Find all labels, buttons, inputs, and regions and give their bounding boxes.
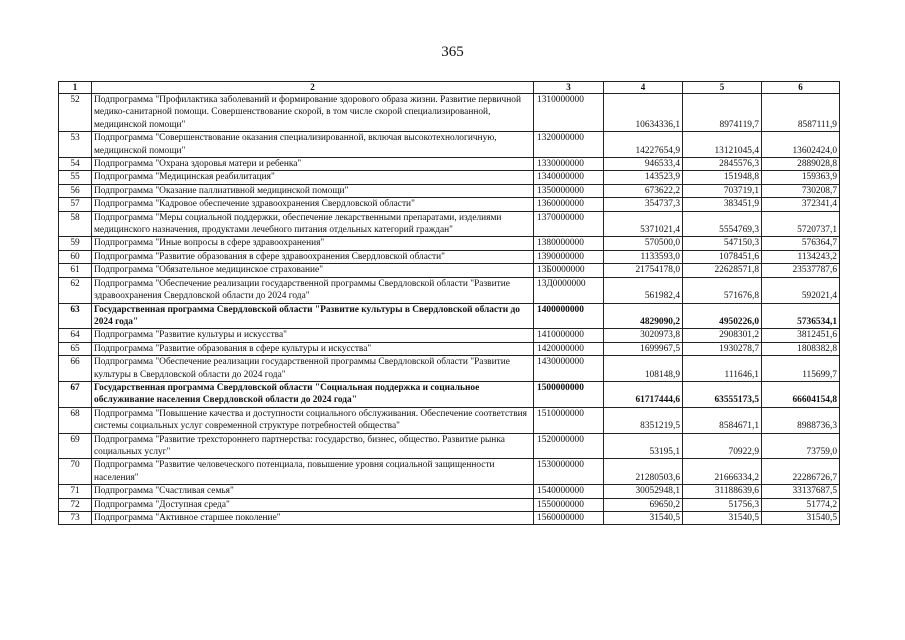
row-value-6: 730208,7 xyxy=(762,184,840,197)
row-value-6: 51774,2 xyxy=(762,498,840,511)
row-value-5: 383451,9 xyxy=(683,198,762,211)
row-value-4: 10634336,1 xyxy=(604,94,683,132)
row-number: 73 xyxy=(59,512,92,525)
table-row xyxy=(59,381,840,407)
row-number: 61 xyxy=(59,264,92,277)
budget-table xyxy=(58,81,840,525)
row-value-6: 576364,7 xyxy=(762,237,840,250)
column-header: 5 xyxy=(683,82,762,94)
row-name: Подпрограмма "Развитие человеческого потенциала, повышение уровня социальной защищенности населения" xyxy=(92,459,534,485)
row-number: 54 xyxy=(59,158,92,171)
row-name: Подпрограмма "Кадровое обеспечение здравоохранения Свердловской области" xyxy=(92,198,534,211)
column-header: 3 xyxy=(534,82,604,94)
table-body xyxy=(59,94,840,525)
row-code: 1510000000 xyxy=(534,407,604,433)
row-value-6: 33137687,5 xyxy=(762,485,840,498)
table-row xyxy=(59,433,840,459)
row-number: 62 xyxy=(59,277,92,303)
row-name: Подпрограмма "Обеспечение реализации государственной программы Свердловской области "Развитие культуры в Свердловской области до 2024 года" xyxy=(92,356,534,382)
row-name: Подпрограмма "Развитие образования в сфере здравоохранения Свердловской области" xyxy=(92,250,534,263)
row-value-5: 2908301,2 xyxy=(683,329,762,342)
row-name: Подпрограмма "Развитие трехстороннего партнерства: государство, бизнес, общество. Развитие рынка социальных услуг" xyxy=(92,433,534,459)
row-name: Подпрограмма "Обеспечение реализации государственной программы Свердловской области "Развитие здравоохранения Свердловской области до 2024 года" xyxy=(92,277,534,303)
row-name: Подпрограмма "Профилактика заболеваний и формирование здорового образа жизни. Развитие первичной медико-санитарной помощи. Совершенствование скорой, в том числе скорой специализированной, медицинской помощи" xyxy=(92,94,534,132)
row-code: 1420000000 xyxy=(534,342,604,355)
row-value-6: 8587111,9 xyxy=(762,94,840,132)
row-value-5: 51756,3 xyxy=(683,498,762,511)
row-number: 67 xyxy=(59,381,92,407)
row-value-6: 5720737,1 xyxy=(762,211,840,237)
row-name: Подпрограмма "Иные вопросы в сфере здравоохранения" xyxy=(92,237,534,250)
row-number: 70 xyxy=(59,459,92,485)
row-code: 1520000000 xyxy=(534,433,604,459)
row-value-6: 3812451,6 xyxy=(762,329,840,342)
row-value-4: 53195,1 xyxy=(604,433,683,459)
row-code: 1360000000 xyxy=(534,198,604,211)
row-value-6: 159363,9 xyxy=(762,171,840,184)
row-name: Подпрограмма "Меры социальной поддержки, обеспечение лекарственными препаратами, изделиями медицинского назначения, продуктами лечебного питания отдельных категорий граждан" xyxy=(92,211,534,237)
table-row xyxy=(59,485,840,498)
row-name: Подпрограмма "Охрана здоровья матери и ребенка" xyxy=(92,158,534,171)
row-value-5: 8584671,1 xyxy=(683,407,762,433)
row-value-4: 561982,4 xyxy=(604,277,683,303)
row-code: 1330000000 xyxy=(534,158,604,171)
row-value-4: 5371021,4 xyxy=(604,211,683,237)
row-value-6: 73759,0 xyxy=(762,433,840,459)
table-row xyxy=(59,356,840,382)
row-value-5: 21666334,2 xyxy=(683,459,762,485)
row-value-4: 1133593,0 xyxy=(604,250,683,263)
table-row xyxy=(59,211,840,237)
page-number: 365 xyxy=(441,44,464,60)
row-value-4: 31540,5 xyxy=(604,512,683,525)
row-code: 1540000000 xyxy=(534,485,604,498)
row-name: Государственная программа Свердловской области "Социальная поддержка и социальное обслуживание населения Свердловской области до 2024 года" xyxy=(92,381,534,407)
column-header: 4 xyxy=(604,82,683,94)
table-row xyxy=(59,250,840,263)
row-number: 58 xyxy=(59,211,92,237)
row-value-4: 673622,2 xyxy=(604,184,683,197)
table-row xyxy=(59,277,840,303)
row-number: 57 xyxy=(59,198,92,211)
row-code: 1560000000 xyxy=(534,512,604,525)
row-value-6: 13602424,0 xyxy=(762,132,840,158)
column-header: 1 xyxy=(59,82,92,94)
row-number: 59 xyxy=(59,237,92,250)
row-code: 13Д0000000 xyxy=(534,277,604,303)
table-row xyxy=(59,184,840,197)
table-row xyxy=(59,264,840,277)
row-value-6: 5736534,1 xyxy=(762,303,840,329)
row-name: Подпрограмма "Развитие культуры и искусства" xyxy=(92,329,534,342)
row-value-4: 4829090,2 xyxy=(604,303,683,329)
row-value-6: 31540,5 xyxy=(762,512,840,525)
table-row xyxy=(59,198,840,211)
row-value-5: 31540,5 xyxy=(683,512,762,525)
row-value-5: 22628571,8 xyxy=(683,264,762,277)
row-code: 1340000000 xyxy=(534,171,604,184)
row-value-5: 1078451,6 xyxy=(683,250,762,263)
row-value-4: 14227654,9 xyxy=(604,132,683,158)
table-row xyxy=(59,94,840,132)
row-code: 1410000000 xyxy=(534,329,604,342)
row-value-4: 3020973,8 xyxy=(604,329,683,342)
row-value-6: 2889028,8 xyxy=(762,158,840,171)
row-value-5: 13121045,4 xyxy=(683,132,762,158)
table-row xyxy=(59,459,840,485)
row-number: 71 xyxy=(59,485,92,498)
row-number: 63 xyxy=(59,303,92,329)
row-value-6: 372341,4 xyxy=(762,198,840,211)
row-value-5: 63555173,5 xyxy=(683,381,762,407)
row-number: 53 xyxy=(59,132,92,158)
table-row xyxy=(59,158,840,171)
row-value-6: 1134243,2 xyxy=(762,250,840,263)
row-number: 60 xyxy=(59,250,92,263)
row-value-4: 21280503,6 xyxy=(604,459,683,485)
row-code: 1320000000 xyxy=(534,132,604,158)
table-row xyxy=(59,171,840,184)
row-name: Подпрограмма "Оказание паллиативной медицинской помощи" xyxy=(92,184,534,197)
row-value-5: 31188639,6 xyxy=(683,485,762,498)
row-value-5: 547150,3 xyxy=(683,237,762,250)
row-number: 72 xyxy=(59,498,92,511)
row-value-4: 570500,0 xyxy=(604,237,683,250)
column-header: 2 xyxy=(92,82,534,94)
row-value-4: 354737,3 xyxy=(604,198,683,211)
row-value-5: 703719,1 xyxy=(683,184,762,197)
row-value-5: 8974119,7 xyxy=(683,94,762,132)
row-value-4: 108148,9 xyxy=(604,356,683,382)
row-code: 1550000000 xyxy=(534,498,604,511)
table-row xyxy=(59,512,840,525)
row-number: 66 xyxy=(59,356,92,382)
row-value-6: 8988736,3 xyxy=(762,407,840,433)
table-row xyxy=(59,498,840,511)
row-code: 1530000000 xyxy=(534,459,604,485)
row-value-5: 70922,9 xyxy=(683,433,762,459)
row-value-6: 23537787,6 xyxy=(762,264,840,277)
row-value-5: 151948,8 xyxy=(683,171,762,184)
table-row xyxy=(59,407,840,433)
row-code: 1310000000 xyxy=(534,94,604,132)
row-value-5: 111646,1 xyxy=(683,356,762,382)
row-value-4: 946533,4 xyxy=(604,158,683,171)
row-code: 1370000000 xyxy=(534,211,604,237)
row-value-6: 66604154,8 xyxy=(762,381,840,407)
row-value-6: 115699,7 xyxy=(762,356,840,382)
column-header: 6 xyxy=(762,82,840,94)
row-name: Подпрограмма "Доступная среда" xyxy=(92,498,534,511)
row-code: 1350000000 xyxy=(534,184,604,197)
row-name: Государственная программа Свердловской области "Развитие культуры в Свердловской области до 2024 года" xyxy=(92,303,534,329)
row-value-4: 69650,2 xyxy=(604,498,683,511)
row-name: Подпрограмма "Развитие образования в сфере культуры и искусства" xyxy=(92,342,534,355)
row-name: Подпрограмма "Совершенствование оказания специализированной, включая высокотехнологичную, медицинской помощи" xyxy=(92,132,534,158)
table-row xyxy=(59,342,840,355)
row-value-6: 592021,4 xyxy=(762,277,840,303)
row-code: 13Б0000000 xyxy=(534,264,604,277)
row-number: 69 xyxy=(59,433,92,459)
row-code: 1400000000 xyxy=(534,303,604,329)
row-name: Подпрограмма "Счастливая семья" xyxy=(92,485,534,498)
table-row xyxy=(59,329,840,342)
row-code: 1500000000 xyxy=(534,381,604,407)
row-value-5: 1930278,7 xyxy=(683,342,762,355)
row-number: 68 xyxy=(59,407,92,433)
row-value-4: 8351219,5 xyxy=(604,407,683,433)
table-row xyxy=(59,132,840,158)
row-name: Подпрограмма "Медицинская реабилитация" xyxy=(92,171,534,184)
row-value-4: 30052948,1 xyxy=(604,485,683,498)
row-number: 55 xyxy=(59,171,92,184)
row-value-6: 22286726,7 xyxy=(762,459,840,485)
table-row xyxy=(59,303,840,329)
row-code: 1380000000 xyxy=(534,237,604,250)
row-value-5: 5554769,3 xyxy=(683,211,762,237)
row-value-4: 1699967,5 xyxy=(604,342,683,355)
row-value-5: 571676,8 xyxy=(683,277,762,303)
row-number: 65 xyxy=(59,342,92,355)
row-name: Подпрограмма "Обязательное медицинское страхование" xyxy=(92,264,534,277)
row-value-4: 61717444,6 xyxy=(604,381,683,407)
row-value-6: 1808382,8 xyxy=(762,342,840,355)
row-code: 1390000000 xyxy=(534,250,604,263)
row-value-5: 4950226,0 xyxy=(683,303,762,329)
row-number: 64 xyxy=(59,329,92,342)
row-number: 56 xyxy=(59,184,92,197)
row-value-4: 143523,9 xyxy=(604,171,683,184)
row-name: Подпрограмма "Активное старшее поколение" xyxy=(92,512,534,525)
table-row xyxy=(59,237,840,250)
row-value-5: 2845576,3 xyxy=(683,158,762,171)
row-code: 1430000000 xyxy=(534,356,604,382)
row-value-4: 21754178,0 xyxy=(604,264,683,277)
header-row xyxy=(59,82,840,94)
row-number: 52 xyxy=(59,94,92,132)
row-name: Подпрограмма "Повышение качества и доступности социального обслуживания. Обеспечение соответствия системы социальных услуг современной структуре потребностей общества" xyxy=(92,407,534,433)
